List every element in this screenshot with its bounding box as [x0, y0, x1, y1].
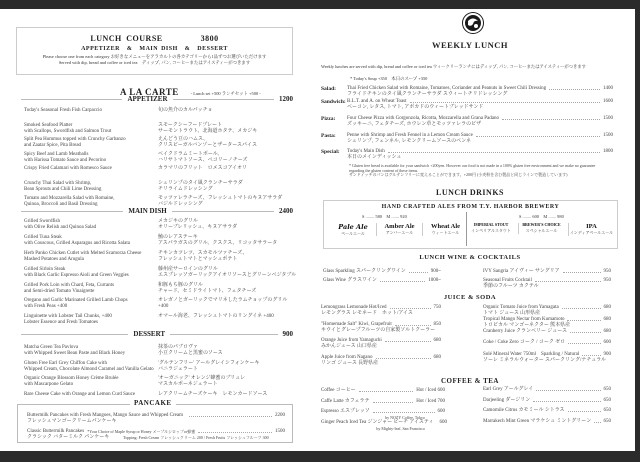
- drink-item: [321, 388, 445, 399]
- drink-price: 600: [439, 419, 447, 425]
- drink-price: Hot / Iced 700: [416, 398, 445, 404]
- drink-price: 750: [433, 305, 441, 310]
- weekly-item: [321, 86, 613, 98]
- beer-jp: アンバーエール: [385, 230, 414, 235]
- drink-row: [483, 329, 611, 335]
- drink-item: [323, 269, 441, 278]
- drink-item: [483, 305, 611, 317]
- course-instructions: Please choose one from each category お好きなメニューをアラカルトの各カテゴリーから1品ずつお選びいただけます: [42, 54, 267, 59]
- weekly-jp: シュリンプ, フェンネル, レモンクリームソースのペンネ: [347, 139, 472, 144]
- drink-name: Marrakech Mint Green マラケシュ ミントグリーン: [483, 418, 592, 424]
- weekly-item-body: [347, 99, 613, 111]
- item-name-en: Smoked Seafood Platter with Scallops, Swordfish and Salmon Trout: [24, 122, 112, 134]
- amp: &: [184, 46, 191, 52]
- coffee-title: COFFEE & TEA: [441, 377, 499, 385]
- lunch-drinks-title: LUNCH DRINKS: [435, 188, 504, 197]
- beer-name: Amber Ale: [384, 223, 415, 230]
- course-dessert: DESSERT: [197, 46, 228, 52]
- item-name-en: Grilled Sirloin Steak with Black Garlic Espresso Aioli and Green Veggies: [24, 266, 129, 278]
- wine-list-left: [323, 269, 441, 287]
- leader: [380, 278, 425, 282]
- menu-item: [24, 345, 294, 361]
- item-name-en: Gluten Free Earl Grey Chiffon Cake with Whipped Cream, Chocolate Almond Caramel and Vanilla Gelato: [24, 360, 154, 372]
- item-name-en: Grilled Tuna Steak with Couscous, Grilled Asparagus and Ricotta Salata: [24, 234, 130, 246]
- drink-item: [483, 317, 611, 329]
- menu-item: [24, 283, 294, 299]
- weekly-label: Special:: [321, 149, 340, 155]
- pancake-price: 2200: [275, 413, 285, 418]
- drink-row: [483, 387, 611, 393]
- pancake-jp: フレッシュマンゴークリームパンケーキ: [27, 419, 117, 424]
- beer-jp: ウィートエール: [431, 230, 460, 235]
- weekly-item-body: [347, 86, 613, 98]
- dessert-title: DESSERT: [133, 330, 166, 338]
- leader: [198, 429, 272, 433]
- leader: [388, 149, 600, 153]
- item-name-en: Today's Seasonal Fresh Fish Carpaccio: [24, 108, 103, 113]
- item-name-en: Tomato and Mozzarella Salad with Romaine, Quinoa, Broccoli and Basil Dressing: [24, 195, 115, 207]
- item-name-jp: カラマリのフリット ロメスコアイオリ: [158, 166, 248, 172]
- beer-name: Wheat Ale: [430, 223, 461, 230]
- item-name-en: Oregano and Garlic Marinated Grilled Lamb Chops with Fresh Peas +400: [24, 298, 128, 310]
- drink-item: [323, 278, 441, 287]
- beer-1: [376, 223, 422, 236]
- leader: [376, 355, 431, 359]
- menu-item: [24, 108, 294, 123]
- item-name-jp: チキンカツレツ、スカモルツァチーズ、 フレッシュトマトとマッシュポテト: [158, 250, 248, 262]
- weekly-jp: ズッキーニ, フェタチーズ, ホウレン草とモッツァレラのピザ: [347, 122, 482, 127]
- drink-price: 680: [603, 305, 611, 310]
- weekly-item: [321, 116, 613, 128]
- drink-name: Cranberry Juice クランベリー ジュース: [483, 328, 567, 334]
- main-title: MAIN DISH: [128, 207, 167, 215]
- beer-4: [518, 223, 564, 234]
- menu-item: [24, 235, 294, 251]
- pancake-jp: クラシック バターミルク パンケーキ: [27, 435, 110, 440]
- appetizer-title: APPETIZER: [127, 95, 168, 103]
- menu-item: [24, 314, 294, 330]
- main-dish-header: [16, 207, 293, 215]
- drink-sub: ソーレ ミネラルウォーター スパークリング/ナチュラル: [483, 358, 607, 364]
- gluten-note-en: * Gluten free bread is available for your sandwich +200yen. However our food is not made in a 100% gluten free environment and we make no guarantee regarding the gluten content of these items.: [349, 163, 596, 173]
- pancake-name: Classic Buttermilk Pancakes: [27, 429, 85, 434]
- item-name-en: Herb Panko Chicken Cutlet with Melted Scamorza Cheese Mashed Potatoes and Arugula: [24, 250, 142, 262]
- leader: [533, 398, 600, 402]
- coffee-list-right: [483, 387, 611, 429]
- item-name-en: Spicy Beef and Lamb Meatballs with Harissa Tomato Sauce and Pecorino: [24, 151, 107, 163]
- menu-item: [24, 166, 294, 181]
- drink-name: Lemongrass Lemonade Hot/Iced: [321, 305, 387, 310]
- item-name-en: Grilled Swordfish with Olive Relish and Quinoa Salad: [24, 219, 97, 230]
- drink-name: Solé Mineral Water 750ml Sparkling / Natural: [483, 352, 580, 358]
- item-name-jp: スモークシーフードプレート サーモントラウト、北海道ホタテ、メカジキ: [158, 122, 258, 134]
- leader: [373, 399, 414, 403]
- drink-name: Espresso エスプレッソ: [321, 409, 370, 414]
- drink-item: [483, 340, 611, 352]
- drink-price: 680: [433, 355, 441, 361]
- drink-name: Coffee コーヒー: [321, 388, 356, 393]
- weekly-jp: フライドチキンのタイ風クランチーサラダ スウィートチリドレッシング: [347, 92, 508, 97]
- dessert-price: 900: [282, 330, 294, 338]
- leader: [568, 408, 601, 412]
- drink-name: "Homemade Salt" Kiwi, Grapefruit: [321, 321, 392, 327]
- beer-jp: スペシャルエール: [525, 227, 558, 233]
- drink-name: Coke / Coke Zero コーク / コーク ゼロ: [483, 340, 566, 346]
- item-name-jp: レアクリームチーズケーキ レモンカードソース: [158, 391, 268, 397]
- drink-price: 850: [433, 321, 441, 327]
- drink-name: Glass Wine グラスワイン: [323, 278, 377, 283]
- drink-price: 680: [433, 338, 441, 344]
- wine-list-right: [483, 269, 611, 287]
- drink-price: 900~: [430, 269, 441, 274]
- gluten-note-jp: サンドイッチのパンはグルテンフリーに変えることができます。+200円 (小麦粉を含む製品と同じラインで製造しています): [349, 172, 568, 178]
- beer-name: Pale Ale: [338, 223, 368, 231]
- drink-item: [483, 419, 611, 430]
- weekly-item: [321, 149, 613, 161]
- weekly-name: Penne with Shrimp and Fresh Fennel in a Lemon Cream Sauce: [347, 133, 473, 138]
- leader: [390, 305, 431, 309]
- beer-2: [422, 223, 468, 236]
- drink-name: IVY Sangria アイヴィー サングリア: [483, 269, 560, 274]
- drink-price: 650: [603, 397, 611, 403]
- drink-item: [321, 409, 445, 420]
- item-name-en: Rare Cheese Cake with Orange and Lemon Curd Sauce: [24, 391, 136, 397]
- item-name-en: Crispy Fried Calamari with Romesco Sauce: [24, 166, 112, 172]
- drink-row: [483, 398, 611, 404]
- pancake-price: 1500: [275, 429, 285, 434]
- leader: [582, 352, 600, 356]
- drink-row: [483, 269, 611, 275]
- beer-name: IMPERIAL STOUT: [473, 222, 509, 227]
- beer-jp: インディアペールエール: [569, 230, 614, 235]
- menu-item: [24, 266, 297, 283]
- right-frame-edge: [635, 0, 640, 462]
- pancake-row-jp: [27, 419, 285, 425]
- beer-jp: ペールエール: [341, 231, 365, 236]
- leader: [385, 338, 431, 342]
- beer-name: BREWER'S CHOICE: [522, 222, 561, 227]
- item-name-jp: モッツァレラチーズ、フレッシュトマトのキヌアサラダ バジルドレッシング: [158, 195, 283, 207]
- drink-row: [323, 269, 441, 275]
- drink-item: [321, 399, 445, 410]
- weekly-label: Sandwich:: [321, 99, 346, 105]
- weekly-price: 1500: [603, 133, 613, 138]
- gluten-note: [349, 164, 611, 178]
- item-name-jp: 鮪のレアステーキ アスパラガスのグリル、クスクス、リコッタサラータ: [158, 234, 278, 246]
- drink-row: [483, 340, 611, 346]
- top-frame-bar: [0, 0, 640, 9]
- item-name-jp: オマール海老、フレッシュトマトのリングイネ +400: [158, 314, 274, 320]
- leader: [409, 269, 428, 273]
- menu-item: [24, 251, 294, 267]
- course-served-with: Served with dip, bread and coffee or iced tea ディップ, パン, コーヒーまたはアイスティーがつきます: [58, 59, 251, 65]
- leader: [536, 387, 600, 391]
- drink-price: 950: [603, 269, 611, 274]
- drink-item: [483, 387, 611, 398]
- course-title: LUNCH COURSE: [90, 34, 163, 43]
- juice-list-left: [321, 305, 441, 372]
- drink-item: [321, 355, 441, 372]
- drink-sub: レモングラス レモネード ホット/アイス: [321, 311, 413, 316]
- menu-item: [24, 137, 294, 152]
- item-name-en: Linguinette with Lobster Tail Chunks, +400 Lobster Essence and Fresh Tomatoes: [24, 314, 112, 326]
- drink-item: [483, 269, 611, 278]
- pancake-title: PANCAKE: [130, 399, 176, 407]
- appetizer-list: [24, 108, 294, 210]
- item-name-jp: オレガノとガーリックでマリネしたラムチョップのグリル +400: [158, 298, 288, 310]
- leader: [410, 99, 600, 103]
- todays-soup: * Today's Soup +350 本日のスープ +350: [350, 76, 428, 81]
- drink-sub: みかんジュース 山口県産: [321, 344, 377, 350]
- drink-price: 600: [437, 409, 445, 414]
- drink-item: [483, 329, 611, 341]
- beer-jp: インペリアルスタウト: [471, 227, 511, 233]
- item-name-jp: 旬の魚介のカルパッチョ: [158, 108, 213, 113]
- drink-name: Caffe Latte カフェラテ: [321, 398, 370, 404]
- leader: [535, 278, 601, 282]
- drink-price: Hot / Iced 600: [416, 388, 445, 393]
- drink-name: Darjeeling ダージリン: [483, 397, 531, 403]
- lunch-course-box: [16, 27, 293, 75]
- lunch-set-note: - Lunch set +500 ランチセット +500 -: [190, 91, 261, 96]
- course-subtitle: [17, 46, 292, 52]
- course-main: MAIN DISH: [139, 46, 178, 52]
- appetizer-header: [16, 95, 293, 103]
- course-price: 3800: [200, 34, 219, 43]
- drink-price: 950: [603, 278, 611, 283]
- item-name-en: Crunchy Thai Salad with Shrimp, Bean Sprouts and Chili Lime Dressing: [24, 180, 102, 192]
- ales-title: HAND CRAFTED ALES FROM T.Y. HARBOR BREWERY: [381, 204, 560, 210]
- weekly-label: Pasta:: [321, 133, 336, 139]
- drink-name: Seasonal Fruits Cocktail: [483, 278, 532, 283]
- drink-name: Earl Grey アールグレイ: [483, 387, 534, 392]
- item-name-en: Grilled Pork Loin with Chard, Feta, Currants and Semi-dried Tomato Vinaigrette: [24, 282, 114, 294]
- weekly-item-body: [347, 149, 613, 161]
- drink-sub: トマト ジュース 山形県産: [483, 311, 541, 316]
- menu-item: [24, 152, 294, 167]
- main-price: 2400: [279, 207, 293, 215]
- weekly-jp: ベーコン, レタス, トマト, アボカドのウィートブレッドサンド: [347, 105, 484, 110]
- drink-name: Organic Tomato Juice from Yamagata: [483, 305, 559, 310]
- item-name-jp: ベイクドラムミートボール、 ハリサトマトソース、ペコリーノチーズ: [158, 151, 248, 163]
- item-name-jp: 'グルテンフリー' アールグレイシフォンケーキ バニラジェラート: [158, 360, 260, 372]
- wine-title: LUNCH WINE & COCKTAILS: [419, 254, 521, 261]
- drink-sub: トロピカル マンゴーネクター 熊本県産: [483, 322, 571, 328]
- drink-name: Orange Juice from Yamaguchi: [321, 338, 382, 344]
- menu-item: [24, 123, 294, 138]
- beer-5: [568, 223, 614, 236]
- pancake-row-jp: [27, 435, 285, 441]
- item-name-jp: えんどう豆のハムス、 クリスピーガルバンゾーとザータースパイス: [158, 137, 257, 149]
- weekly-name: Four Cheese Pizza with Gorgonzola, Ricotta, Mozzarella and Grana Padano: [347, 116, 499, 121]
- drink-item: [483, 278, 611, 287]
- pancake-list: [27, 413, 285, 441]
- pancake-note: *Your Choice of Maple Syrup or Honey メープルシロップor蜂蜜: [87, 429, 196, 434]
- item-name-jp: 藤州産サーロインのグリル エスプレッソガーリックアイオリソースとグリーンベジタブル: [158, 266, 297, 278]
- ale-sizes-b: S ........ 600 M ....... 980: [519, 214, 564, 219]
- leader: [594, 419, 600, 423]
- pancake-name: Buttermilk Pancakes with Fresh Mangoes, Mango Sauce and Whipped Cream: [27, 413, 183, 418]
- weekly-item-body: [347, 116, 613, 128]
- weekly-name: Thai Fried Chicken Salad with Romaine, Tomatoes, Coriander and Peanuts in Sweet Chili Dressing: [347, 86, 547, 91]
- item-name-en: Matcha Green Tea Pavlova with Whipped Sweet Bean Paste and Black Honey: [24, 345, 126, 356]
- drink-name: Apple Juice from Nagano: [321, 355, 373, 361]
- weekly-name: B.L.T. and A. on Wheat Toast: [347, 99, 407, 104]
- drink-row: [321, 399, 445, 405]
- drink-row: [321, 420, 445, 426]
- drink-item: [321, 338, 441, 355]
- menu-item: [24, 361, 294, 377]
- drink-name: Camomile Citrus カモミール シトラス: [483, 408, 565, 413]
- pancake-topping: Topping: Fresh Cream フレッシュクリーム 200 / Fresh Fruits フレッシュフルーツ 300: [123, 435, 269, 440]
- bottom-frame-bar: [0, 451, 640, 462]
- drink-sub: by Mighty-leaf, San Francisco: [376, 425, 425, 431]
- leader: [562, 305, 601, 309]
- weekly-label: Salad:: [321, 86, 336, 92]
- menu-item: [24, 376, 294, 392]
- drink-row: [483, 419, 611, 425]
- drink-price: 1000~: [428, 278, 441, 283]
- drink-price: 680: [603, 328, 611, 334]
- item-name-jp: メカジキのグリル オリーブレリッシュ、キヌアサラダ: [158, 219, 238, 230]
- drink-price: 600: [603, 340, 611, 346]
- menu-item: [24, 298, 294, 314]
- drink-row: [323, 278, 441, 284]
- juice-list-right: [483, 305, 611, 364]
- leader: [563, 269, 601, 273]
- leader: [567, 317, 600, 321]
- weekly-price: 1500: [603, 116, 613, 121]
- menu-item: [24, 181, 294, 196]
- round-emblem-icon: [463, 13, 483, 33]
- drink-row: [483, 408, 611, 414]
- item-name-en: Split Pea Hummus topped with Crunchy Garbanzo and Zaatar Spice, Pita Bread: [24, 137, 126, 149]
- weekly-price: 1800: [603, 149, 613, 154]
- drink-item: [483, 352, 611, 364]
- menu-item: [24, 219, 294, 235]
- weekly-item: [321, 99, 613, 111]
- coffee-list-left: [321, 388, 445, 430]
- item-name-jp: 抹茶のパブロヴァ 小豆クリームと黒蜜のソース: [158, 345, 223, 356]
- leader: [549, 86, 600, 90]
- main-dish-list: [24, 219, 297, 330]
- weekly-intro: Weekly lunches are served with dip, bread and coffee or iced tea ウィークリーランチにはディップ, パン, コーヒーまたはアイスティーがつきます: [321, 64, 586, 69]
- course-appetizer: APPETIZER: [81, 46, 120, 52]
- weekly-name: Today's Main Dish: [347, 149, 385, 154]
- item-name-jp: 'オーガニック' オレンジ蜂蜜のブリュレ マスカルポーネジェラート: [158, 376, 246, 388]
- drink-item: [321, 305, 441, 322]
- weekly-price: 1600: [603, 99, 613, 104]
- drink-item: [321, 322, 441, 339]
- drink-name: Tropical Mango Nectar from Kumamoto: [483, 316, 565, 322]
- drink-name: Ginger Peach Iced Tea ジンジャー ピーチ アイスティ: [321, 419, 434, 425]
- weekly-item: [321, 133, 613, 145]
- leader: [359, 388, 414, 392]
- leader: [570, 329, 601, 333]
- leader: [502, 116, 600, 120]
- dessert-header: [16, 330, 293, 338]
- drink-price: 650: [603, 408, 611, 413]
- drink-price: 900: [603, 352, 611, 358]
- ales-box: [323, 200, 618, 249]
- drink-price: 650: [603, 387, 611, 392]
- beer-0: [330, 223, 376, 237]
- leader: [189, 413, 272, 417]
- drink-sub: 季節のフルーツ カクテル: [483, 284, 539, 289]
- leader: [395, 322, 431, 326]
- weekly-item-body: [347, 133, 613, 145]
- weekly-lunch-title: WEEKLY LUNCH: [432, 40, 508, 50]
- leader: [568, 340, 600, 344]
- drink-row: [321, 388, 445, 394]
- ale-sizes-a: S ........ 580 M ....... 920: [362, 214, 407, 219]
- alacarte-title: A LA CARTE: [120, 87, 179, 97]
- beer-3: [468, 223, 514, 234]
- drink-sub: リンゴ ジュース 長野県産: [321, 361, 379, 367]
- drink-sub: by NOZY Coffee, Tokyo: [385, 415, 425, 420]
- drink-item: [483, 408, 611, 419]
- drink-item: [483, 398, 611, 409]
- appetizer-price: 1200: [279, 95, 293, 103]
- weekly-jp: 本日のメインディッシュ: [347, 155, 402, 160]
- drink-price: 680: [603, 316, 611, 322]
- drink-item: [321, 420, 445, 431]
- leader: [476, 133, 600, 137]
- weekly-label: Pizza:: [321, 116, 336, 122]
- drink-name: Glass Sparkling スパークリングワイン: [323, 269, 406, 274]
- drink-sub: キウイとグレープフルーツの自家製ソルトクーラー: [321, 327, 436, 333]
- weekly-price: 1400: [603, 86, 613, 91]
- item-name-jp: シュリンプのタイ風クランチーサラダ チリライムドレッシング: [158, 180, 243, 192]
- item-name-jp: 和豚もち豚のグリル チャード、セミドライトマト、フェタチーズ: [158, 282, 257, 294]
- amp: &: [126, 46, 133, 52]
- leader: [373, 409, 435, 413]
- item-name-en: Organic Orange Blossom Honey Crème Brulée with Mascarpone Gelato: [24, 376, 119, 388]
- drink-price: 650: [603, 418, 611, 424]
- lunch-course-title: [17, 34, 292, 43]
- pancake-item: [27, 413, 285, 425]
- pancake-item: [27, 429, 285, 441]
- beer-name: IPA: [586, 223, 597, 230]
- juice-title: JUICE & SODA: [443, 294, 497, 301]
